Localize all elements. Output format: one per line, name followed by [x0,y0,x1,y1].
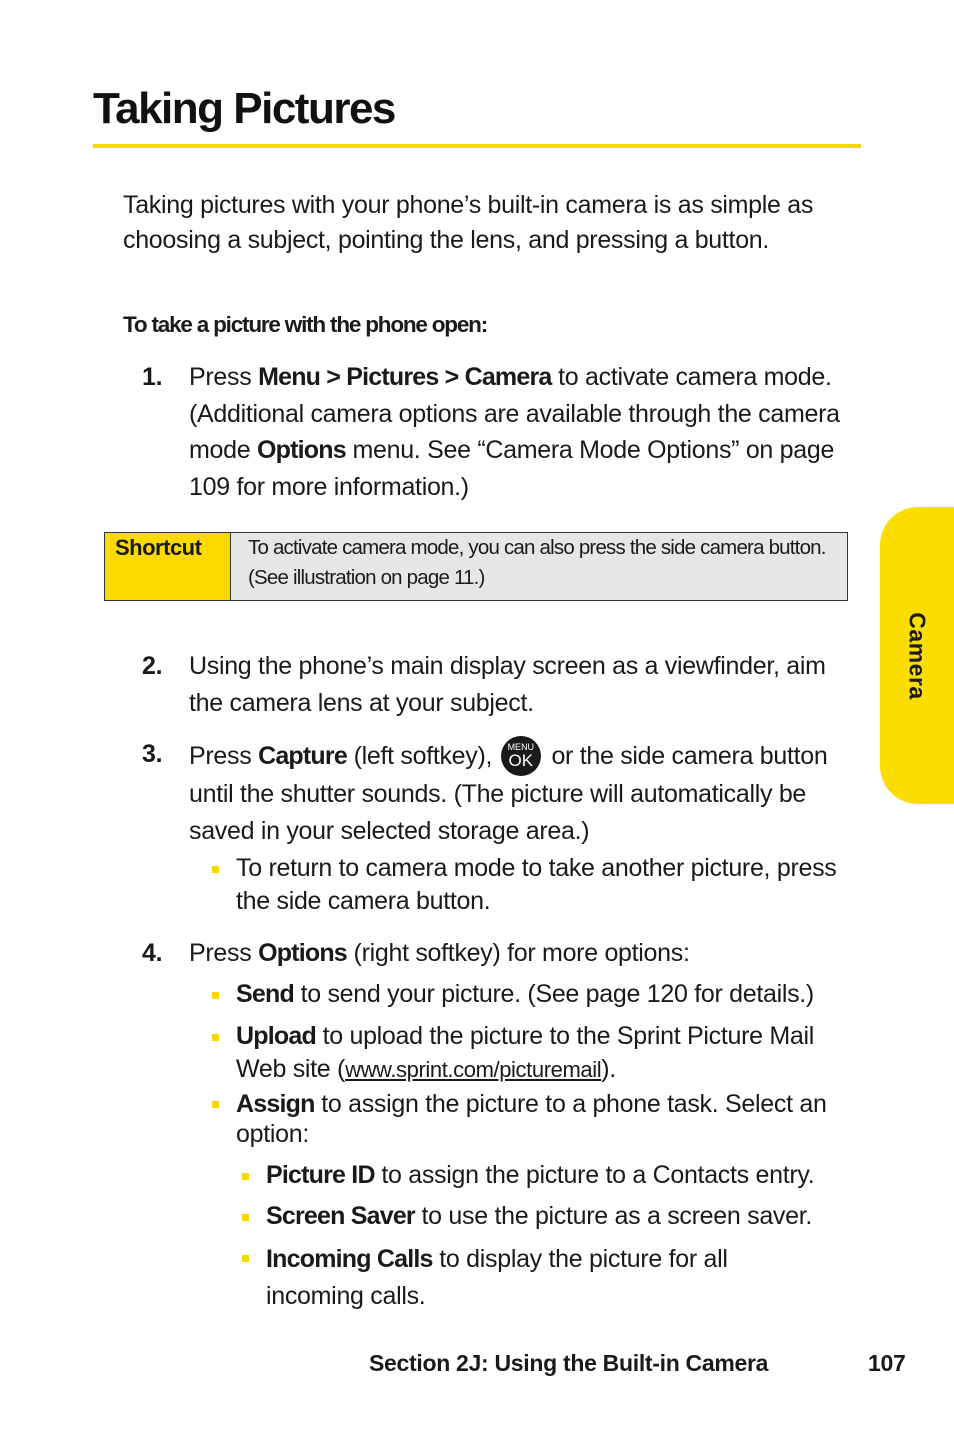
footer-section-title: Section 2J: Using the Built-in Camera [369,1350,769,1376]
shortcut-label: Shortcut [105,533,231,600]
list-item-send: Send to send your picture. (See page 120 for details.) [212,978,862,1011]
shortcut-text: To activate camera mode, you can also press the side camera button. (See illustration on page 11.) [231,533,847,600]
bullet-icon [242,1214,249,1221]
step-text: Press Options (right softkey) for more options: [189,939,690,967]
step-number: 2. [142,652,163,680]
page-number: 107 [868,1350,906,1376]
step-number: 4. [142,939,163,967]
step-1 [142,359,858,505]
bullet-icon [212,866,219,873]
step-2 [142,648,858,721]
bullet-icon [212,1034,219,1041]
step-number: 3. [142,740,163,768]
procedure-heading: To take a picture with the phone open: [123,312,488,337]
intro-paragraph: Taking pictures with your phone’s built-in camera is as simple as choosing a subject, pointing the lens, and pressing a button. [123,191,814,254]
title-underline [93,144,861,148]
list-item-incoming-calls: Incoming Calls to display the picture for all incoming calls. [242,1241,802,1315]
page-title: Taking Pictures [93,84,395,133]
menu-ok-key-icon: MENU OK [501,736,541,776]
options-term: Options [256,436,346,464]
step-4 [142,935,858,972]
list-item: To return to camera mode to take another picture, press the side camera button. [212,852,852,918]
list-item-screen-saver: Screen Saver to use the picture as a screen saver. [242,1200,862,1233]
picturemail-link[interactable]: www.sprint.com/picturemail [345,1057,602,1082]
step-text: Press Menu > Pictures > Camera to activate camera mode. (Additional camera options are available through the camera mode Options menu. See “Camera Mode Options” on page 109 for more information.) [189,363,840,501]
bullet-icon [212,1101,219,1108]
step-text: Using the phone’s main display screen as a viewfinder, aim the camera lens at your subject. [189,652,826,717]
bullet-icon [242,1255,249,1262]
list-item-picture-id: Picture ID to assign the picture to a Contacts entry. [242,1159,862,1192]
step-3 [142,736,858,849]
options-term: Options [258,939,347,967]
side-tab-label: Camera [904,611,931,700]
capture-term: Capture [258,742,347,770]
step-text: Press Capture (left softkey), MENU OK or the side camera button until the shutter sounds. (The picture will automatically be saved in your selected storage area.) [189,736,858,849]
list-item-upload: Upload to upload the picture to the Sprint Picture Mail Web site (www.sprint.com/picturemail). [212,1020,852,1086]
menu-path: Menu > Pictures > Camera [258,363,552,391]
section-side-tab [880,507,954,804]
bullet-icon [242,1173,249,1180]
bullet-icon [212,992,219,999]
shortcut-box [104,532,848,601]
step-number: 1. [142,363,163,391]
list-item-assign: Assign to assign the picture to a phone task. Select an option: [212,1089,852,1149]
